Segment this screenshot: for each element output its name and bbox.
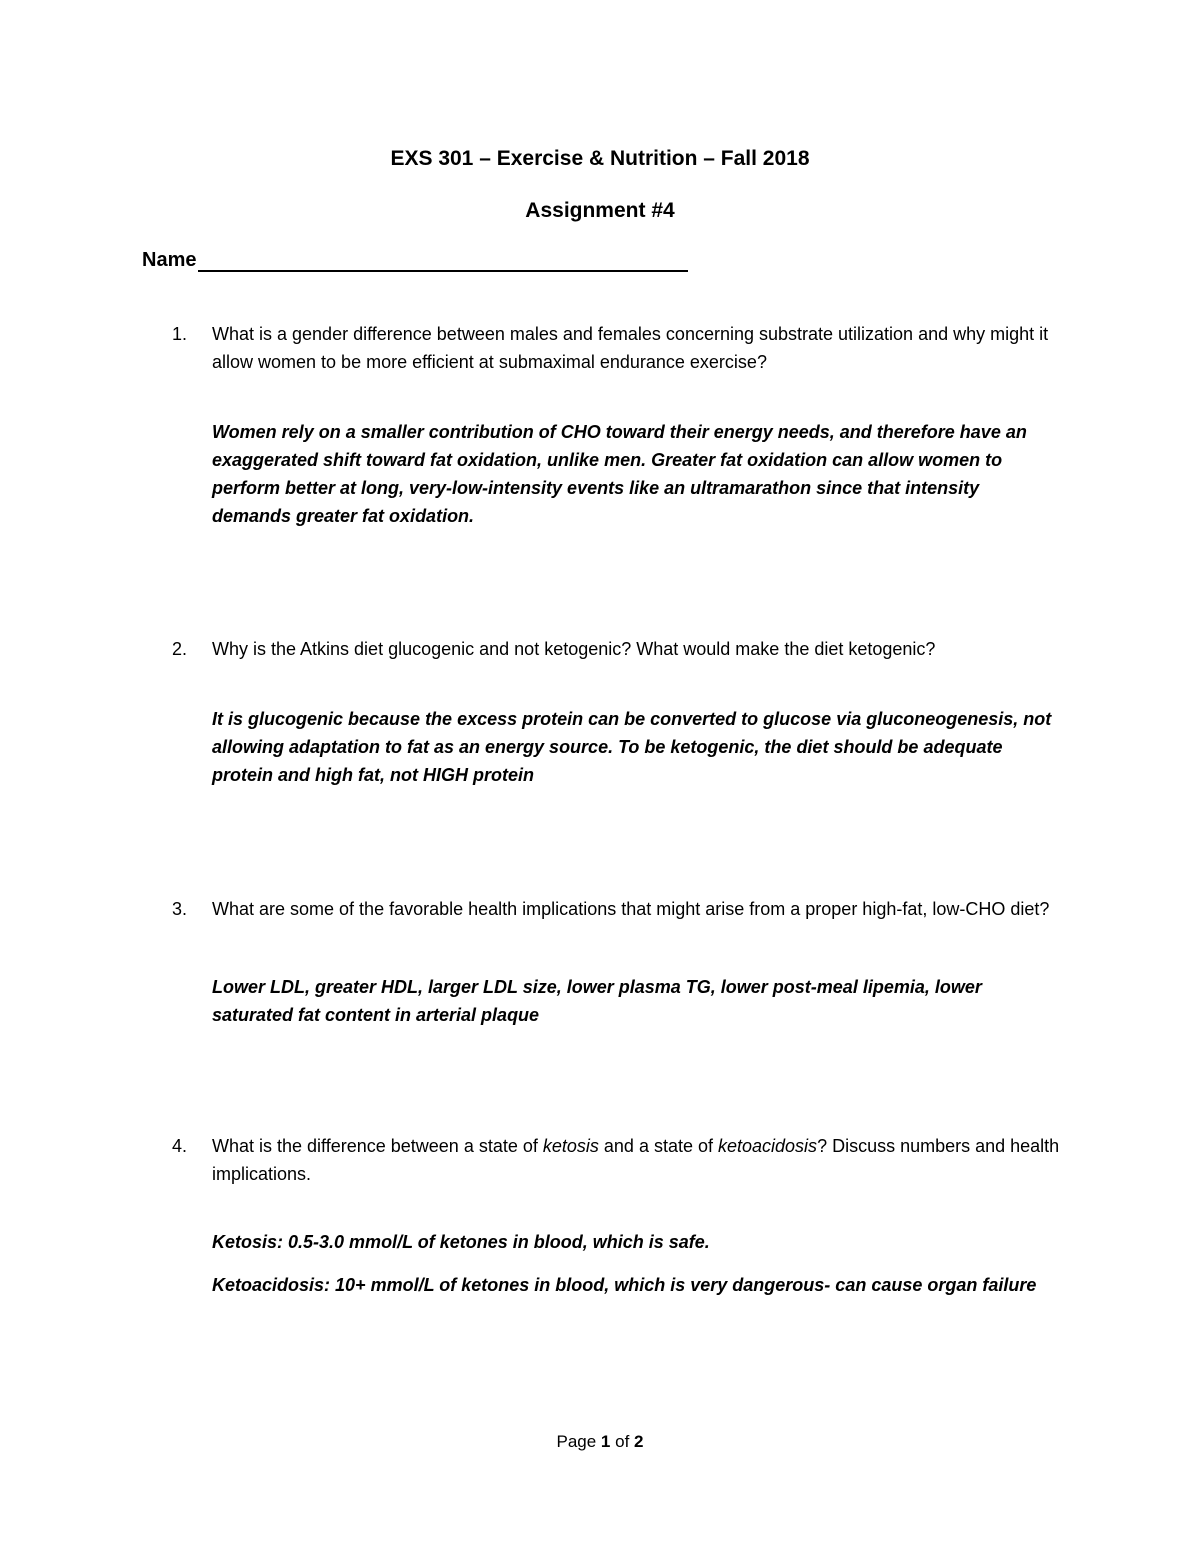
question-number: 1. <box>172 324 188 344</box>
course-title: EXS 301 – Exercise & Nutrition – Fall 2018 <box>390 147 810 170</box>
question-term-ketosis: ketosis <box>542 1136 599 1156</box>
name-label: Name <box>142 249 197 271</box>
name-blank-line[interactable] <box>198 250 688 272</box>
question-text-part: What is the difference between a state of <box>212 1136 543 1156</box>
question-1 <box>174 320 1074 376</box>
question-text <box>212 1132 1074 1188</box>
question-text-part: and a state of <box>598 1136 718 1156</box>
answer-3: Lower LDL, greater HDL, larger LDL size, lower plasma TG, lower post-meal lipemia, lower saturated fat content in arterial plaque <box>212 977 982 1025</box>
question-number: 3. <box>172 899 188 919</box>
answer-4-ketosis: Ketosis: 0.5-3.0 mmol/L of ketones in blood, which is safe. <box>212 1232 710 1252</box>
question-number: 4. <box>172 1136 188 1156</box>
page-label: Page <box>556 1432 597 1451</box>
question-text-part: ? Discuss numbers and health implications. <box>212 1136 1060 1184</box>
question-2 <box>174 635 1074 663</box>
page-total: 2 <box>634 1432 644 1451</box>
assignment-title: Assignment #4 <box>525 199 675 222</box>
question-text: What are some of the favorable health implications that might arise from a proper high-fat, low-CHO diet? <box>212 899 1050 919</box>
answer-2: It is glucogenic because the excess protein can be converted to glucose via gluconeogenesis, not allowing adaptation to fat as an energy source. To be ketogenic, the diet should be adequate protein and high fat, not HIGH protein <box>212 709 1052 785</box>
of-label: of <box>615 1432 630 1451</box>
question-text: Why is the Atkins diet glucogenic and not ketogenic? What would make the diet ketogenic? <box>212 639 936 659</box>
name-field[interactable] <box>142 249 688 272</box>
page-number: 1 <box>600 1432 611 1451</box>
answer-1: Women rely on a smaller contribution of CHO toward their energy needs, and therefore have an exaggerated shift toward fat oxidation, unlike men. Greater fat oxidation can allow women to perform better at long, very-low-intensity events like an ultramarathon since that intensity demands greater fat oxidation. <box>212 422 1027 526</box>
question-text: What is a gender difference between males and females concerning substrate utilization and why might it allow women to be more efficient at submaximal endurance exercise? <box>212 324 1049 372</box>
question-number: 2. <box>172 639 188 659</box>
page-footer <box>0 1432 1200 1452</box>
answer-4-ketoacidosis: Ketoacidosis: 10+ mmol/L of ketones in blood, which is very dangerous- can cause organ failure <box>212 1275 1037 1295</box>
question-4 <box>174 1132 1074 1188</box>
question-term-ketoacidosis: ketoacidosis <box>718 1136 818 1156</box>
question-3 <box>174 895 1074 923</box>
